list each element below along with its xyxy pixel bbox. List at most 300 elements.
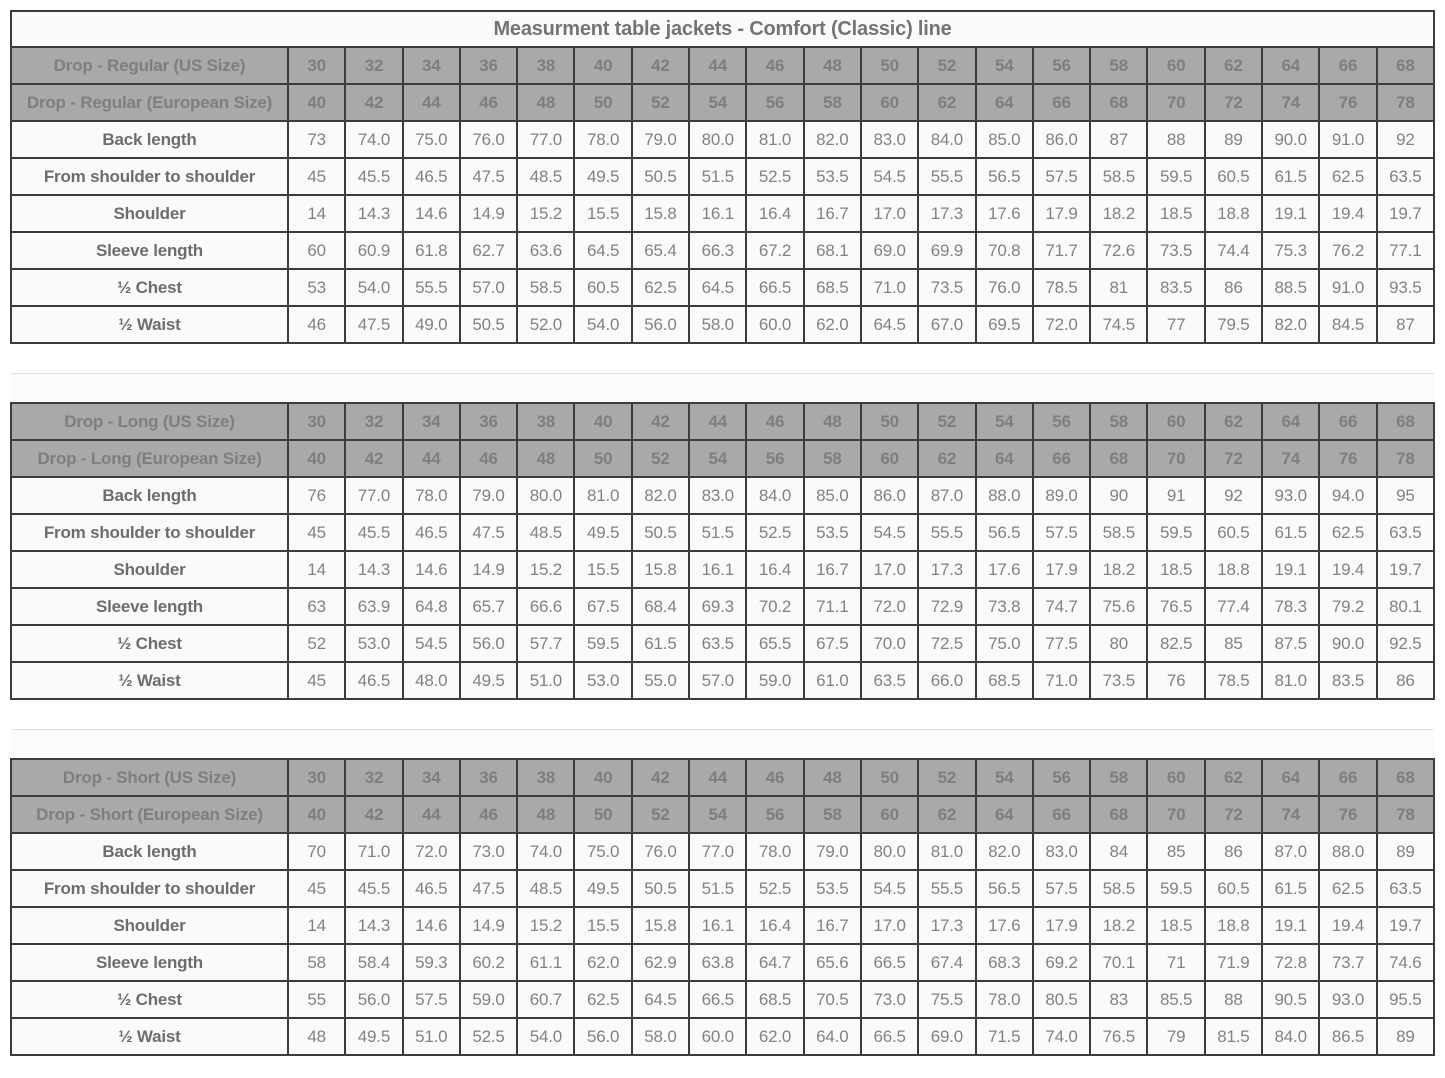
measurement-value-cell: 82.5 [1147,625,1204,662]
measurement-value-cell: 63.5 [861,662,918,699]
measurement-row [11,269,1434,306]
measurement-value-cell: 88 [1147,121,1204,158]
measurement-value-cell: 69.0 [918,1018,975,1055]
measurement-value-cell: 16.4 [746,907,803,944]
eu-size-cell: 78 [1377,84,1434,121]
measurement-row [11,625,1434,662]
eu-size-cell: 76 [1319,84,1376,121]
eu-size-cell: 44 [403,796,460,833]
measurement-value-cell: 70.8 [976,232,1033,269]
eu-size-cell: 52 [632,84,689,121]
eu-size-cell: 44 [403,84,460,121]
us-size-cell: 30 [288,47,345,84]
measurement-row-label: Sleeve length [11,944,288,981]
measurement-value-cell: 51.0 [403,1018,460,1055]
measurement-value-cell: 58.5 [1090,158,1147,195]
measurement-value-cell: 62.0 [574,944,631,981]
us-size-cell: 52 [918,403,975,440]
measurement-value-cell: 52.5 [746,158,803,195]
eu-size-cell: 42 [345,796,402,833]
measurement-value-cell: 80.0 [517,477,574,514]
measurement-value-cell: 52 [288,625,345,662]
us-size-cell: 42 [632,403,689,440]
measurement-value-cell: 61.0 [804,662,861,699]
eu-size-cell: 72 [1205,84,1262,121]
eu-size-cell: 68 [1090,796,1147,833]
measurement-value-cell: 17.6 [976,195,1033,232]
us-size-cell: 54 [976,759,1033,796]
measurement-value-cell: 18.8 [1205,907,1262,944]
measurement-value-cell: 64.5 [689,269,746,306]
measurement-value-cell: 89 [1377,1018,1434,1055]
measurement-row [11,551,1434,588]
eu-size-cell: 72 [1205,796,1262,833]
measurement-value-cell: 75.0 [574,833,631,870]
measurement-value-cell: 55.5 [403,269,460,306]
measurement-value-cell: 79.2 [1319,588,1376,625]
measurement-value-cell: 14.6 [403,195,460,232]
measurement-value-cell: 47.5 [460,158,517,195]
measurement-value-cell: 53 [288,269,345,306]
us-size-cell: 58 [1090,759,1147,796]
measurement-row [11,232,1434,269]
us-size-cell: 58 [1090,403,1147,440]
eu-size-cell: 70 [1147,796,1204,833]
measurement-value-cell: 64.7 [746,944,803,981]
measurement-value-cell: 62.5 [1319,870,1376,907]
measurement-value-cell: 45 [288,514,345,551]
measurement-value-cell: 57.5 [403,981,460,1018]
measurement-value-cell: 72.0 [861,588,918,625]
measurement-value-cell: 59.5 [1147,158,1204,195]
eu-size-cell: 48 [517,796,574,833]
us-size-cell: 56 [1033,759,1090,796]
measurement-value-cell: 63.5 [689,625,746,662]
us-size-cell: 32 [345,47,402,84]
spacer-cell [11,729,1434,759]
measurement-value-cell: 75.6 [1090,588,1147,625]
measurement-value-cell: 17.9 [1033,551,1090,588]
measurement-value-cell: 61.5 [1262,514,1319,551]
measurement-value-cell: 82.0 [632,477,689,514]
measurement-value-cell: 89.0 [1033,477,1090,514]
measurement-value-cell: 72.6 [1090,232,1147,269]
measurement-value-cell: 57.5 [1033,158,1090,195]
us-size-cell: 36 [460,47,517,84]
measurement-row-label: ½ Waist [11,1018,288,1055]
measurement-row-label: From shoulder to shoulder [11,870,288,907]
us-size-cell: 54 [976,403,1033,440]
measurement-value-cell: 48.0 [403,662,460,699]
measurement-value-cell: 56.5 [976,158,1033,195]
measurement-value-cell: 18.2 [1090,195,1147,232]
measurement-value-cell: 53.0 [345,625,402,662]
measurement-value-cell: 73.5 [918,269,975,306]
measurement-value-cell: 59.5 [1147,870,1204,907]
measurement-value-cell: 88 [1205,981,1262,1018]
measurement-row-label: Shoulder [11,551,288,588]
measurement-value-cell: 54.5 [861,158,918,195]
measurement-value-cell: 83.0 [689,477,746,514]
measurement-value-cell: 50.5 [632,514,689,551]
measurement-value-cell: 46.5 [403,514,460,551]
measurement-value-cell: 47.5 [460,870,517,907]
measurement-value-cell: 87 [1090,121,1147,158]
measurement-value-cell: 68.5 [976,662,1033,699]
eu-size-cell: 46 [460,796,517,833]
measurement-value-cell: 69.5 [976,306,1033,343]
measurement-value-cell: 86.5 [1319,1018,1376,1055]
measurement-value-cell: 78.5 [1033,269,1090,306]
measurement-value-cell: 77 [1147,306,1204,343]
measurement-value-cell: 82.0 [804,121,861,158]
title-row [11,11,1434,47]
measurement-value-cell: 75.5 [918,981,975,1018]
measurement-value-cell: 14.3 [345,551,402,588]
measurement-value-cell: 16.7 [804,551,861,588]
measurement-value-cell: 88.0 [976,477,1033,514]
measurement-value-cell: 16.4 [746,551,803,588]
measurement-value-cell: 86 [1205,269,1262,306]
measurement-value-cell: 15.8 [632,195,689,232]
measurement-row-label: From shoulder to shoulder [11,514,288,551]
section-header-us-row [11,403,1434,440]
measurement-value-cell: 58.5 [517,269,574,306]
measurement-value-cell: 56.0 [632,306,689,343]
measurement-value-cell: 72.0 [403,833,460,870]
measurement-value-cell: 16.1 [689,195,746,232]
us-size-cell: 64 [1262,759,1319,796]
measurement-value-cell: 79 [1147,1018,1204,1055]
measurement-value-cell: 69.2 [1033,944,1090,981]
measurement-value-cell: 78.3 [1262,588,1319,625]
measurement-value-cell: 62.5 [574,981,631,1018]
measurement-value-cell: 54.5 [403,625,460,662]
measurement-row-label: Shoulder [11,195,288,232]
measurement-value-cell: 61.5 [1262,158,1319,195]
measurement-value-cell: 69.9 [918,232,975,269]
measurement-value-cell: 65.5 [746,625,803,662]
measurement-value-cell: 71.0 [1033,662,1090,699]
measurement-value-cell: 77.5 [1033,625,1090,662]
measurement-value-cell: 90 [1090,477,1147,514]
measurement-value-cell: 74.7 [1033,588,1090,625]
eu-size-cell: 62 [918,796,975,833]
measurement-value-cell: 71.5 [976,1018,1033,1055]
measurement-value-cell: 73.5 [1147,232,1204,269]
measurement-row [11,477,1434,514]
measurement-value-cell: 15.2 [517,551,574,588]
measurement-value-cell: 77.0 [517,121,574,158]
measurement-value-cell: 18.5 [1147,551,1204,588]
measurement-value-cell: 65.4 [632,232,689,269]
eu-size-cell: 56 [746,796,803,833]
measurement-value-cell: 56.5 [976,870,1033,907]
measurement-value-cell: 71.0 [345,833,402,870]
measurement-value-cell: 80.0 [689,121,746,158]
measurement-value-cell: 95.5 [1377,981,1434,1018]
measurement-value-cell: 83.0 [861,121,918,158]
measurement-value-cell: 58.0 [689,306,746,343]
eu-size-cell: 54 [689,84,746,121]
measurement-value-cell: 58.5 [1090,514,1147,551]
eu-size-cell: 64 [976,84,1033,121]
us-size-cell: 66 [1319,47,1376,84]
us-size-cell: 50 [861,759,918,796]
measurement-value-cell: 66.6 [517,588,574,625]
measurement-value-cell: 92 [1377,121,1434,158]
measurement-value-cell: 88.5 [1262,269,1319,306]
measurement-value-cell: 19.4 [1319,551,1376,588]
measurement-value-cell: 67.5 [804,625,861,662]
eu-size-cell: 42 [345,440,402,477]
measurement-value-cell: 63 [288,588,345,625]
measurement-value-cell: 49.5 [574,514,631,551]
us-size-cell: 48 [804,403,861,440]
measurement-value-cell: 57.7 [517,625,574,662]
measurement-value-cell: 59.5 [574,625,631,662]
eu-size-cell: 48 [517,440,574,477]
measurement-row-label: Sleeve length [11,232,288,269]
measurement-value-cell: 53.5 [804,870,861,907]
measurement-value-cell: 48.5 [517,514,574,551]
eu-size-cell: 54 [689,440,746,477]
us-size-cell: 32 [345,759,402,796]
eu-size-cell: 66 [1033,440,1090,477]
measurement-value-cell: 68.1 [804,232,861,269]
measurement-value-cell: 58.0 [632,1018,689,1055]
measurement-row-label: From shoulder to shoulder [11,158,288,195]
measurement-value-cell: 66.5 [689,981,746,1018]
us-size-cell: 34 [403,759,460,796]
eu-size-cell: 68 [1090,84,1147,121]
measurement-value-cell: 57.0 [460,269,517,306]
measurement-value-cell: 62.0 [746,1018,803,1055]
measurement-value-cell: 16.7 [804,195,861,232]
measurement-value-cell: 51.0 [517,662,574,699]
measurement-value-cell: 93.0 [1319,981,1376,1018]
measurement-value-cell: 17.9 [1033,195,1090,232]
measurement-value-cell: 48 [288,1018,345,1055]
measurement-value-cell: 66.5 [746,269,803,306]
us-size-cell: 58 [1090,47,1147,84]
us-size-cell: 54 [976,47,1033,84]
measurement-value-cell: 78.0 [403,477,460,514]
measurement-value-cell: 84.0 [1262,1018,1319,1055]
section-spacer-row [11,343,1434,373]
measurement-value-cell: 64.5 [632,981,689,1018]
us-size-cell: 52 [918,47,975,84]
measurement-value-cell: 17.6 [976,551,1033,588]
measurement-value-cell: 14.9 [460,195,517,232]
us-size-cell: 38 [517,47,574,84]
measurement-value-cell: 14.9 [460,551,517,588]
section-header-eu-label: Drop - Short (European Size) [11,796,288,833]
measurement-value-cell: 15.5 [574,195,631,232]
measurement-value-cell: 51.5 [689,514,746,551]
measurement-value-cell: 16.7 [804,907,861,944]
measurement-value-cell: 73.0 [460,833,517,870]
eu-size-cell: 56 [746,84,803,121]
eu-size-cell: 40 [288,440,345,477]
us-size-cell: 68 [1377,759,1434,796]
measurement-value-cell: 60.5 [1205,514,1262,551]
us-size-cell: 48 [804,759,861,796]
measurement-value-cell: 87.0 [1262,833,1319,870]
measurement-value-cell: 76 [288,477,345,514]
us-size-cell: 32 [345,403,402,440]
measurement-value-cell: 49.5 [345,1018,402,1055]
measurement-value-cell: 72.9 [918,588,975,625]
us-size-cell: 64 [1262,403,1319,440]
measurement-value-cell: 52.5 [460,1018,517,1055]
us-size-cell: 46 [746,403,803,440]
measurement-value-cell: 78.5 [1205,662,1262,699]
measurement-value-cell: 71.1 [804,588,861,625]
us-size-cell: 36 [460,759,517,796]
measurement-value-cell: 89 [1377,833,1434,870]
measurement-value-cell: 88.0 [1319,833,1376,870]
measurement-value-cell: 79.5 [1205,306,1262,343]
measurement-value-cell: 50.5 [632,870,689,907]
us-size-cell: 44 [689,403,746,440]
eu-size-cell: 70 [1147,84,1204,121]
eu-size-cell: 64 [976,440,1033,477]
measurement-value-cell: 57.0 [689,662,746,699]
measurement-row [11,1018,1434,1055]
measurement-value-cell: 90.5 [1262,981,1319,1018]
eu-size-cell: 74 [1262,440,1319,477]
measurement-value-cell: 71 [1147,944,1204,981]
measurement-value-cell: 77.4 [1205,588,1262,625]
measurement-value-cell: 18.2 [1090,907,1147,944]
measurement-value-cell: 60.5 [1205,870,1262,907]
measurement-value-cell: 90.0 [1262,121,1319,158]
us-size-cell: 52 [918,759,975,796]
measurement-value-cell: 48.5 [517,158,574,195]
eu-size-cell: 48 [517,84,574,121]
us-size-cell: 42 [632,759,689,796]
measurement-value-cell: 51.5 [689,158,746,195]
eu-size-cell: 40 [288,796,345,833]
measurement-value-cell: 73.8 [976,588,1033,625]
us-size-cell: 48 [804,47,861,84]
measurement-value-cell: 18.8 [1205,551,1262,588]
measurement-value-cell: 83.0 [1033,833,1090,870]
measurement-value-cell: 57.5 [1033,514,1090,551]
measurement-value-cell: 81.0 [918,833,975,870]
measurement-value-cell: 54.0 [517,1018,574,1055]
measurement-value-cell: 14 [288,907,345,944]
section-header-us-label: Drop - Regular (US Size) [11,47,288,84]
measurement-value-cell: 78.0 [976,981,1033,1018]
measurement-value-cell: 56.0 [460,625,517,662]
section-spacer-row [11,699,1434,729]
measurement-value-cell: 85.0 [976,121,1033,158]
measurement-row-label: ½ Chest [11,981,288,1018]
measurement-value-cell: 72.0 [1033,306,1090,343]
us-size-cell: 56 [1033,403,1090,440]
eu-size-cell: 66 [1033,796,1090,833]
measurement-value-cell: 76.0 [460,121,517,158]
measurement-value-cell: 68.5 [804,269,861,306]
us-size-cell: 40 [574,47,631,84]
us-size-cell: 34 [403,403,460,440]
measurement-value-cell: 46 [288,306,345,343]
us-size-cell: 42 [632,47,689,84]
measurement-value-cell: 60.2 [460,944,517,981]
measurement-row-label: ½ Chest [11,625,288,662]
us-size-cell: 44 [689,759,746,796]
measurement-value-cell: 56.5 [976,514,1033,551]
measurement-value-cell: 73.0 [861,981,918,1018]
measurement-value-cell: 54.5 [861,514,918,551]
measurement-value-cell: 15.8 [632,907,689,944]
measurement-value-cell: 17.9 [1033,907,1090,944]
measurement-value-cell: 52.5 [746,514,803,551]
measurement-value-cell: 94.0 [1319,477,1376,514]
us-size-cell: 36 [460,403,517,440]
measurement-value-cell: 70.5 [804,981,861,1018]
measurement-table [10,10,1435,1056]
measurement-value-cell: 56.0 [345,981,402,1018]
measurement-value-cell: 62.7 [460,232,517,269]
measurement-value-cell: 73 [288,121,345,158]
measurement-value-cell: 74.0 [1033,1018,1090,1055]
measurement-value-cell: 81 [1090,269,1147,306]
measurement-value-cell: 89 [1205,121,1262,158]
eu-size-cell: 74 [1262,84,1319,121]
measurement-value-cell: 49.5 [574,870,631,907]
measurement-row [11,121,1434,158]
eu-size-cell: 68 [1090,440,1147,477]
measurement-value-cell: 76.0 [632,833,689,870]
measurement-value-cell: 80 [1090,625,1147,662]
measurement-value-cell: 86.0 [1033,121,1090,158]
measurement-value-cell: 76.0 [976,269,1033,306]
measurement-value-cell: 83 [1090,981,1147,1018]
measurement-value-cell: 71.0 [861,269,918,306]
eu-size-cell: 50 [574,440,631,477]
measurement-row [11,981,1434,1018]
us-size-cell: 64 [1262,47,1319,84]
measurement-value-cell: 18.5 [1147,907,1204,944]
measurement-value-cell: 61.5 [632,625,689,662]
measurement-value-cell: 14.3 [345,907,402,944]
eu-size-cell: 60 [861,440,918,477]
measurement-value-cell: 15.5 [574,551,631,588]
measurement-row-label: ½ Chest [11,269,288,306]
measurement-value-cell: 55.0 [632,662,689,699]
measurement-row [11,870,1434,907]
eu-size-cell: 44 [403,440,460,477]
measurement-value-cell: 93.5 [1377,269,1434,306]
measurement-value-cell: 80.5 [1033,981,1090,1018]
measurement-value-cell: 62.9 [632,944,689,981]
measurement-value-cell: 54.5 [861,870,918,907]
measurement-value-cell: 62.5 [632,269,689,306]
measurement-value-cell: 78.0 [746,833,803,870]
section-header-us-row [11,759,1434,796]
us-size-cell: 66 [1319,403,1376,440]
measurement-value-cell: 68.4 [632,588,689,625]
measurement-value-cell: 67.4 [918,944,975,981]
section-header-eu-label: Drop - Long (European Size) [11,440,288,477]
measurement-value-cell: 69.0 [861,232,918,269]
measurement-value-cell: 86.0 [861,477,918,514]
measurement-row [11,662,1434,699]
measurement-value-cell: 82.0 [976,833,1033,870]
